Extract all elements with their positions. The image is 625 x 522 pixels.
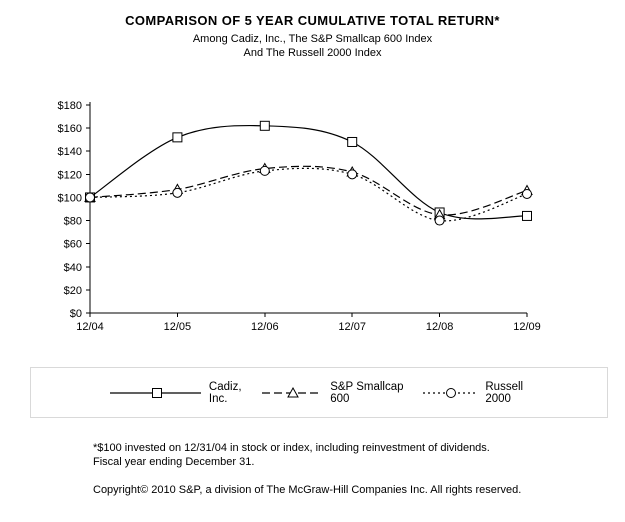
y-tick-label: $120 <box>57 169 82 182</box>
chart-legend <box>30 367 608 418</box>
data-point-marker-0 <box>260 121 269 130</box>
data-point-marker-2 <box>435 216 444 225</box>
legend-label-sp-smallcap: S&P Smallcap 600 <box>330 380 404 405</box>
legend-label-cadiz: Cadiz, Inc. <box>208 380 242 405</box>
y-tick-label: $180 <box>57 100 82 112</box>
footnote-copyright: Copyright© 2010 S&P, a division of The McGraw-Hill Companies Inc. All rights reserved. <box>93 484 522 496</box>
legend-marker-circle-icon <box>446 388 455 397</box>
legend-label-russell: Russell 2000 <box>485 380 524 405</box>
chart-title: COMPARISON OF 5 YEAR CUMULATIVE TOTAL RETURN* <box>125 13 500 28</box>
y-tick-label: $20 <box>63 284 82 297</box>
legend-sample-dashed-triangle-icon <box>261 386 322 400</box>
data-point-marker-0 <box>173 133 182 142</box>
x-tick-label: 12/06 <box>251 321 279 333</box>
data-point-marker-0 <box>523 211 532 220</box>
footnote-fiscal-year: Fiscal year ending December 31. <box>93 456 255 468</box>
data-point-marker-2 <box>260 166 269 175</box>
y-tick-label: $140 <box>57 146 82 159</box>
series-line-0 <box>90 126 527 219</box>
x-tick-label: 12/08 <box>425 321 454 333</box>
data-point-marker-0 <box>348 137 357 146</box>
x-tick-label: 12/04 <box>76 321 104 333</box>
chart-subtitle-line2: And The Russell 2000 Index <box>243 47 382 59</box>
footnote-invested: *$100 invested on 12/31/04 in stock or index, including reinvestment of dividends. <box>93 442 490 454</box>
legend-sample-solid-square-icon <box>109 386 201 400</box>
data-point-marker-2 <box>86 193 95 202</box>
legend-sample-dotted-circle-icon <box>422 386 478 400</box>
y-tick-label: $100 <box>57 192 82 205</box>
series-line-1 <box>90 166 527 215</box>
y-tick-label: $80 <box>63 215 82 228</box>
chart-subtitle-line1: Among Cadiz, Inc., The S&P Smallcap 600 Index <box>192 33 433 45</box>
legend-entry-russell <box>422 381 549 405</box>
x-tick-label: 12/07 <box>338 321 366 333</box>
legend-entry-sp-smallcap <box>261 381 422 405</box>
performance-line-chart <box>0 88 625 340</box>
x-tick-label: 12/09 <box>513 321 541 333</box>
legend-marker-square-icon <box>153 388 162 397</box>
legend-entry-cadiz <box>109 381 261 405</box>
y-tick-label: $0 <box>69 308 82 320</box>
data-point-marker-2 <box>348 170 357 179</box>
data-point-marker-2 <box>523 189 532 198</box>
y-tick-label: $40 <box>63 261 82 274</box>
x-tick-label: 12/05 <box>163 321 192 333</box>
data-point-marker-2 <box>173 188 182 197</box>
y-tick-label: $60 <box>63 238 82 251</box>
y-tick-label: $160 <box>57 123 82 136</box>
